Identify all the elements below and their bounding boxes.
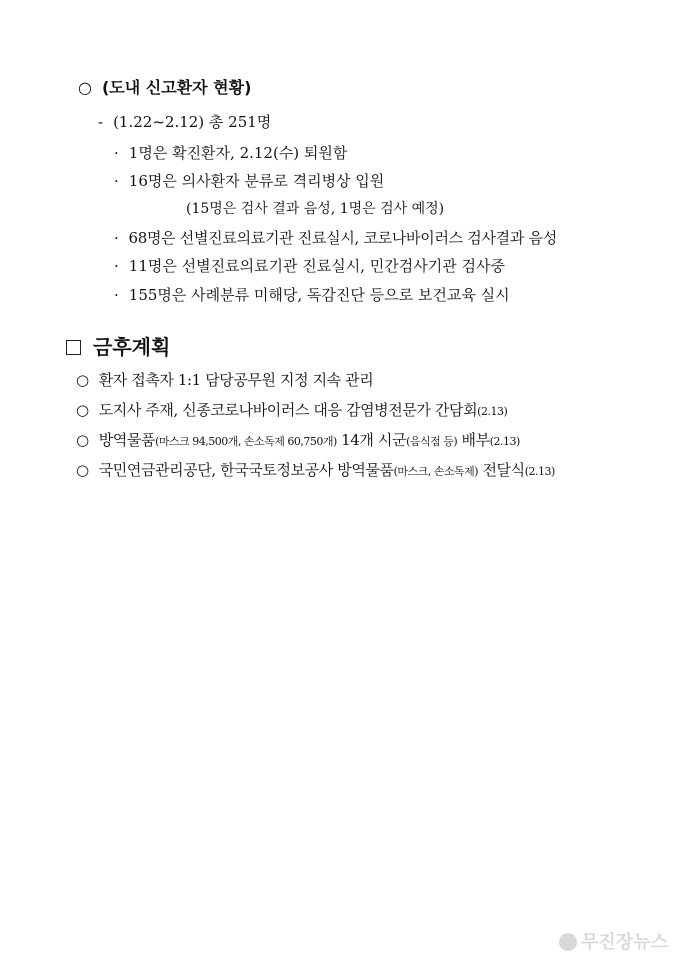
list-item-text: 11명은 선별진료의료기관 진료실시, 민간검사기관 검사중 [128,257,505,275]
list-item-text: 14개 시군 [336,431,407,449]
future-plan-title: 금후계획 [93,335,171,359]
circle-bullet-icon: ○ [76,431,89,449]
dot-bullet-icon: · [114,257,119,275]
list-item [76,460,555,482]
list-item [114,228,557,248]
list-item-date: (2.13) [477,405,508,418]
list-item [76,430,520,452]
list-item [114,285,510,305]
list-item-note [186,199,444,219]
list-item-text: 배부 [457,431,490,449]
circle-bullet-icon: ○ [76,461,89,479]
list-item [114,143,347,163]
dot-bullet-icon: · [114,286,119,304]
domestic-summary-text: (1.22~2.12) 총 251명 [113,113,272,131]
list-item-text: 1명은 확진환자, 2.12(수) 퇴원함 [128,144,348,162]
list-item-note: (마스크 94,500개, 손소독제 60,750개) [155,435,337,448]
dot-bullet-icon: · [114,172,119,190]
list-item-text: 16명은 의사환자 분류로 격리병상 입원 [128,172,385,190]
list-item-note: (마스크, 손소독제) [393,465,479,478]
square-bullet-icon [66,340,81,355]
list-item-date: (2.13) [489,435,520,448]
list-item-text: 68명은 선별진료의료기관 진료실시, 코로나바이러스 검사결과 음성 [128,229,557,247]
list-item-text: (15명은 검사 결과 음성, 1명은 검사 예정) [186,201,445,217]
list-item [76,400,507,422]
domestic-status-heading [78,78,251,98]
domestic-summary [98,112,271,132]
watermark-logo [559,928,668,954]
list-item-text: 방역물품 [98,431,156,449]
list-item-date: (2.13) [524,465,555,478]
future-plan-heading [66,334,170,360]
list-item [76,370,373,390]
list-item-text: 전달식 [478,461,525,479]
watermark-text: 무진장뉴스 [581,932,668,953]
list-item [114,171,384,191]
logo-icon [559,933,577,951]
domestic-status-title: (도내 신고환자 현황) [101,78,252,97]
list-item-text: 155명은 사례분류 미해당, 독감진단 등으로 보건교육 실시 [128,286,510,304]
list-item-text: 국민연금관리공단, 한국국토정보공사 방역물품 [98,461,394,479]
dash-bullet-icon: - [98,113,104,131]
dot-bullet-icon: · [114,144,119,162]
circle-bullet-icon: ○ [78,78,92,97]
list-item-text: 도지사 주재, 신종코로나바이러스 대응 감염병전문가 간담회 [98,401,478,419]
circle-bullet-icon: ○ [76,371,89,389]
list-item-text: 환자 접촉자 1:1 담당공무원 지정 지속 관리 [98,371,374,389]
list-item-note: (음식점 등) [406,435,458,448]
dot-bullet-icon: · [114,229,119,247]
list-item [114,256,505,276]
circle-bullet-icon: ○ [76,401,89,419]
